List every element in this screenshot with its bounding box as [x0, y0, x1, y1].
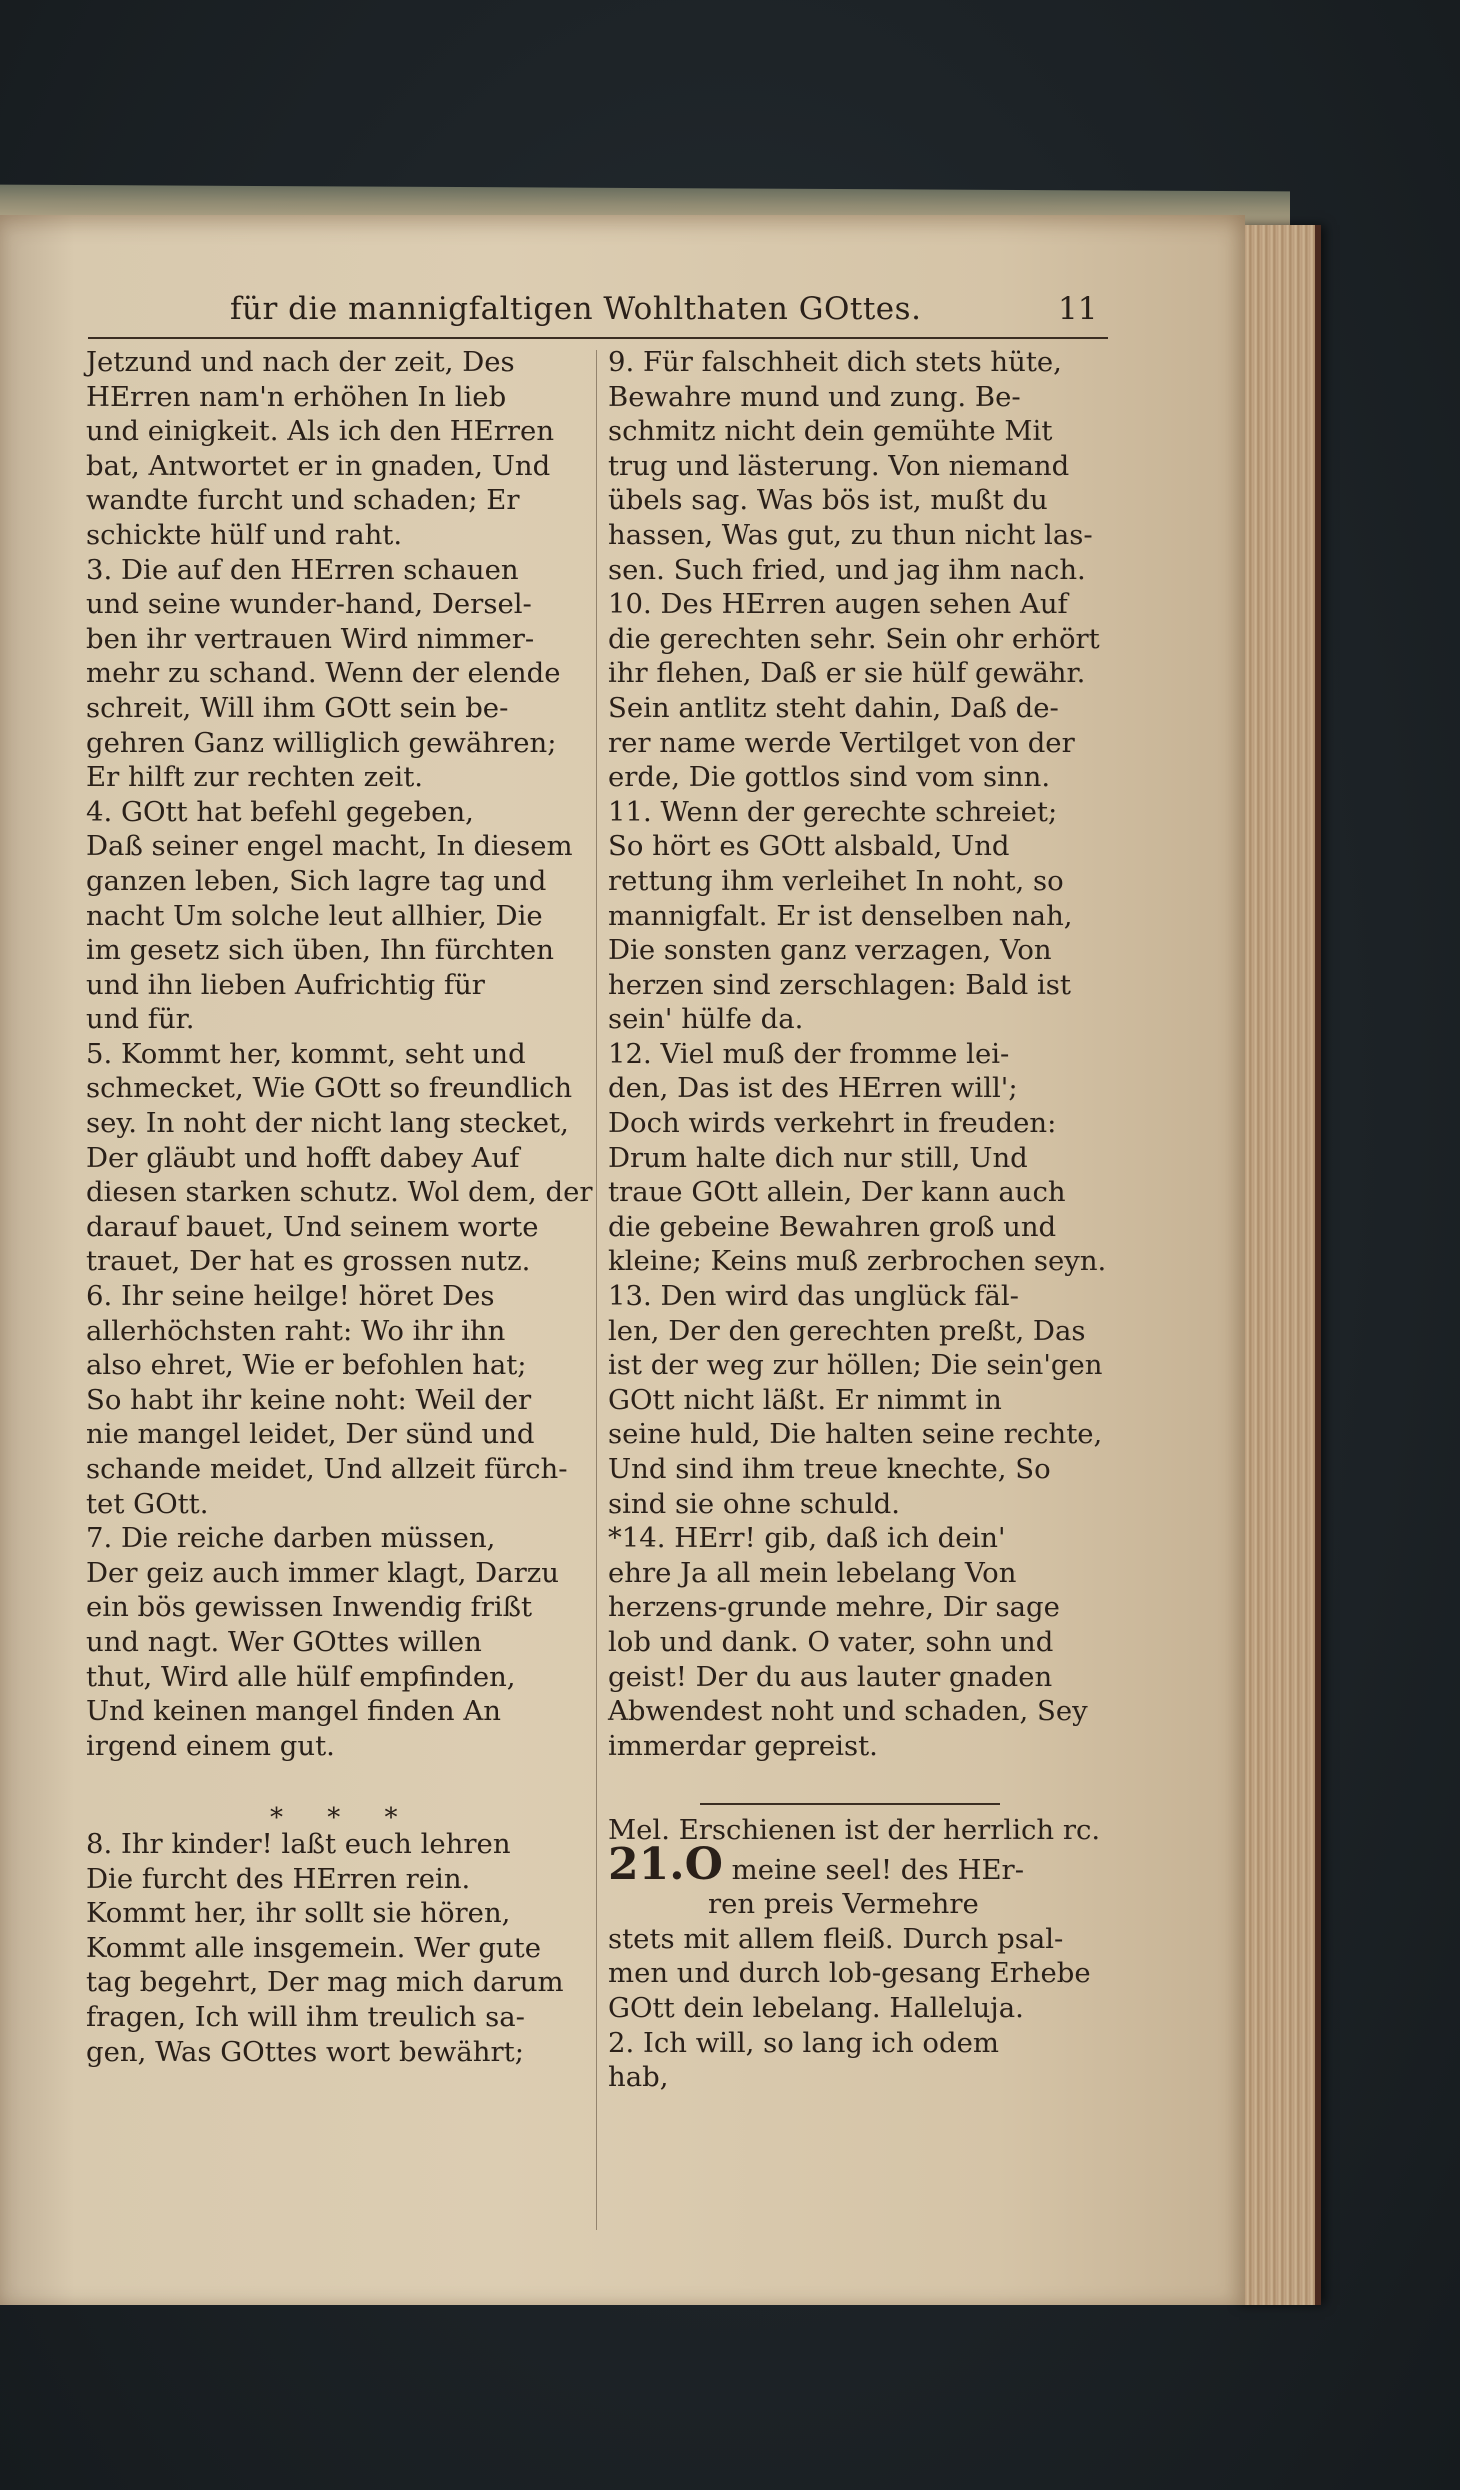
text-line: erde, Die gottlos sind vom sinn. [608, 761, 1051, 794]
text-line: rettung ihm verleihet In noht, so [608, 864, 1064, 897]
text-line: Und sind ihm treue knechte, So [608, 1453, 1051, 1485]
text-line: men und durch lob-gesang Erhebe [608, 1957, 1091, 1990]
page-number: 11 [1058, 291, 1098, 327]
text-line: schreit, Will ihm GOtt sein be- [86, 691, 509, 724]
text-line: 10. Des HErren augen sehen Auf [608, 588, 1068, 621]
left-column [86, 345, 593, 1763]
text-line: *14. HErr! gib, daß ich dein' [608, 1522, 1006, 1555]
text-line: trug und lästerung. Von niemand [608, 449, 1070, 482]
text-line: ehre Ja all mein lebelang Von [608, 1556, 1017, 1589]
text-line: geist! Der du aus lauter gnaden [608, 1660, 1053, 1693]
text-line: darauf bauet, Und seinem worte [86, 1210, 539, 1243]
text-line: rer name werde Vertilget von der [608, 726, 1075, 759]
text-line: den, Das ist des HErren will'; [608, 1072, 1018, 1105]
hymn-second-line: ren preis Vermehre [708, 1888, 979, 1921]
hymn-number: 21. [608, 1838, 685, 1890]
column-divider [596, 350, 597, 2230]
hymn-lines [608, 1922, 1110, 2095]
text-line: tet GOtt. [86, 1487, 209, 1520]
text-line: Doch wirds verkehrt in freuden: [608, 1107, 1057, 1140]
hymn-opening [608, 1838, 1110, 1890]
text-line: also ehret, Wie er befohlen hat; [86, 1349, 527, 1382]
text-line: herzen sind zerschlagen: Bald ist [608, 968, 1071, 1001]
text-line: So habt ihr keine noht: Weil der [86, 1383, 532, 1416]
text-line: 5. Kommt her, kommt, seht und [86, 1037, 526, 1070]
text-line: ben ihr vertrauen Wird nimmer- [86, 622, 535, 655]
text-line: thut, Wird alle hülf empfinden, [86, 1660, 516, 1693]
text-line: GOtt dein lebelang. Halleluja. [608, 1991, 1024, 2024]
text-line: allerhöchsten raht: Wo ihr ihn [86, 1314, 506, 1347]
text-line: Die sonsten ganz verzagen, Von [608, 934, 1052, 967]
text-line: mannigfalt. Er ist denselben nah, [608, 899, 1073, 932]
header-rule [88, 337, 1108, 339]
text-line: 9. Für falschheit dich stets hüte, [608, 346, 1062, 378]
text-line: Der gläubt und hofft dabey Auf [86, 1141, 520, 1174]
text-line: Abwendest noht und schaden, Sey [608, 1695, 1088, 1728]
text-line: tag begehrt, Der mag mich darum [86, 1966, 564, 1999]
text-line: 12. Viel muß der fromme lei- [608, 1037, 1010, 1070]
text-line: immerdar gepreist. [608, 1729, 878, 1762]
left-column-bottom [86, 1827, 586, 2069]
text-line: bat, Antwortet er in gnaden, Und [86, 449, 551, 482]
text-line: ihr flehen, Daß er sie hülf gewähr. [608, 657, 1086, 690]
text-line: fragen, Ich will ihm treulich sa- [86, 2000, 525, 2033]
text-line: 11. Wenn der gerechte schreiet; [608, 795, 1058, 828]
melody-line: Mel. Erschienen ist der herrlich rc. [608, 1814, 1101, 1846]
text-line: sein' hülfe da. [608, 1003, 804, 1036]
text-line: nacht Um solche leut allhier, Die [86, 899, 543, 932]
text-line: stets mit allem fleiß. Durch psal- [608, 1922, 1064, 1955]
text-line: irgend einem gut. [86, 1729, 335, 1762]
right-column-bottom [608, 1813, 1110, 2095]
text-line: Drum halte dich nur still, Und [608, 1141, 1028, 1174]
text-line: 7. Die reiche darben müssen, [86, 1522, 496, 1555]
text-line: und seine wunder-hand, Dersel- [86, 588, 532, 621]
text-line: Kommt her, ihr sollt sie hören, [86, 1897, 511, 1930]
text-line: So hört es GOtt alsbald, Und [608, 830, 1010, 863]
text-line: 3. Die auf den HErren schauen [86, 553, 519, 586]
text-line: gehren Ganz williglich gewähren; [86, 726, 557, 759]
text-line: 8. Ihr kinder! laßt euch lehren [86, 1828, 511, 1860]
text-line: sey. In noht der nicht lang stecket, [86, 1107, 569, 1140]
text-line: und nagt. Wer GOttes willen [86, 1625, 482, 1658]
text-line: sind sie ohne schuld. [608, 1487, 900, 1520]
text-line: Der geiz auch immer klagt, Darzu [86, 1556, 559, 1589]
text-line: schickte hülf und raht. [86, 518, 403, 551]
text-line: schmitz nicht dein gemühte Mit [608, 415, 1053, 448]
text-line: mehr zu schand. Wenn der elende [86, 657, 561, 690]
text-line: im gesetz sich üben, Ihn fürchten [86, 934, 554, 967]
text-line: herzens-grunde mehre, Dir sage [608, 1591, 1060, 1624]
text-line: wandte furcht und schaden; Er [86, 484, 520, 517]
text-line: 6. Ihr seine heilge! höret Des [86, 1280, 495, 1313]
text-line: hab, [608, 2061, 669, 2094]
text-line: 2. Ich will, so lang ich odem [608, 2026, 999, 2059]
text-line: hassen, Was gut, zu thun nicht las- [608, 518, 1093, 551]
section-stars: * * * [270, 1803, 416, 1833]
running-header: für die mannigfaltigen Wohlthaten GOttes. [230, 291, 922, 327]
text-line: trauet, Der hat es grossen nutz. [86, 1245, 531, 1278]
text-line: GOtt nicht läßt. Er nimmt in [608, 1383, 1002, 1416]
book-page [0, 215, 1245, 2305]
text-line: Jetzund und nach der zeit, Des [86, 346, 515, 378]
text-line: seine huld, Die halten seine rechte, [608, 1418, 1103, 1451]
text-line: 4. GOtt hat befehl gegeben, [86, 795, 474, 828]
text-line: sen. Such fried, und jag ihm nach. [608, 553, 1086, 586]
text-line: übels sag. Was bös ist, mußt du [608, 484, 1048, 517]
text-line: schande meidet, Und allzeit fürch- [86, 1453, 568, 1485]
text-line: traue GOtt allein, Der kann auch [608, 1176, 1066, 1209]
text-line: und ihn lieben Aufrichtig für [86, 968, 485, 1001]
text-line: und für. [86, 1003, 195, 1036]
text-line: die gebeine Bewahren groß und [608, 1210, 1057, 1243]
text-line: Kommt alle insgemein. Wer gute [86, 1931, 541, 1964]
text-line: len, Der den gerechten preßt, Das [608, 1314, 1086, 1347]
drop-initial: O [684, 1838, 723, 1890]
text-line: diesen starken schutz. Wol dem, der [86, 1176, 593, 1209]
text-line: nie mangel leidet, Der sünd und [86, 1418, 535, 1451]
text-line: lob und dank. O vater, sohn und [608, 1625, 1054, 1658]
text-line: Sein antlitz steht dahin, Daß de- [608, 691, 1059, 724]
text-line: kleine; Keins muß zerbrochen seyn. [608, 1245, 1107, 1278]
book-page-edges [1235, 225, 1321, 2305]
text-line: ein bös gewissen Inwendig frißt [86, 1591, 533, 1624]
text-line: ist der weg zur höllen; Die sein'gen [608, 1349, 1103, 1382]
hymn-first-line: meine seel! des HEr- [731, 1853, 1024, 1886]
text-line: schmecket, Wie GOtt so freundlich [86, 1072, 573, 1105]
text-line: Daß seiner engel macht, In diesem [86, 830, 573, 863]
text-line: Die furcht des HErren rein. [86, 1862, 471, 1895]
text-line: ganzen leben, Sich lagre tag und [86, 864, 547, 897]
text-line: Bewahre mund und zung. Be- [608, 380, 1021, 413]
text-line: gen, Was GOttes wort bewährt; [86, 2035, 524, 2068]
melody-rule [700, 1803, 1000, 1805]
text-line: Und keinen mangel finden An [86, 1695, 501, 1728]
text-line: 13. Den wird das unglück fäl- [608, 1280, 1019, 1313]
text-line: die gerechten sehr. Sein ohr erhört [608, 622, 1100, 655]
right-column [608, 345, 1110, 1763]
text-line: HErren nam'n erhöhen In lieb [86, 380, 507, 413]
text-line: Er hilft zur rechten zeit. [86, 761, 423, 794]
text-line: und einigkeit. Als ich den HErren [86, 415, 555, 448]
